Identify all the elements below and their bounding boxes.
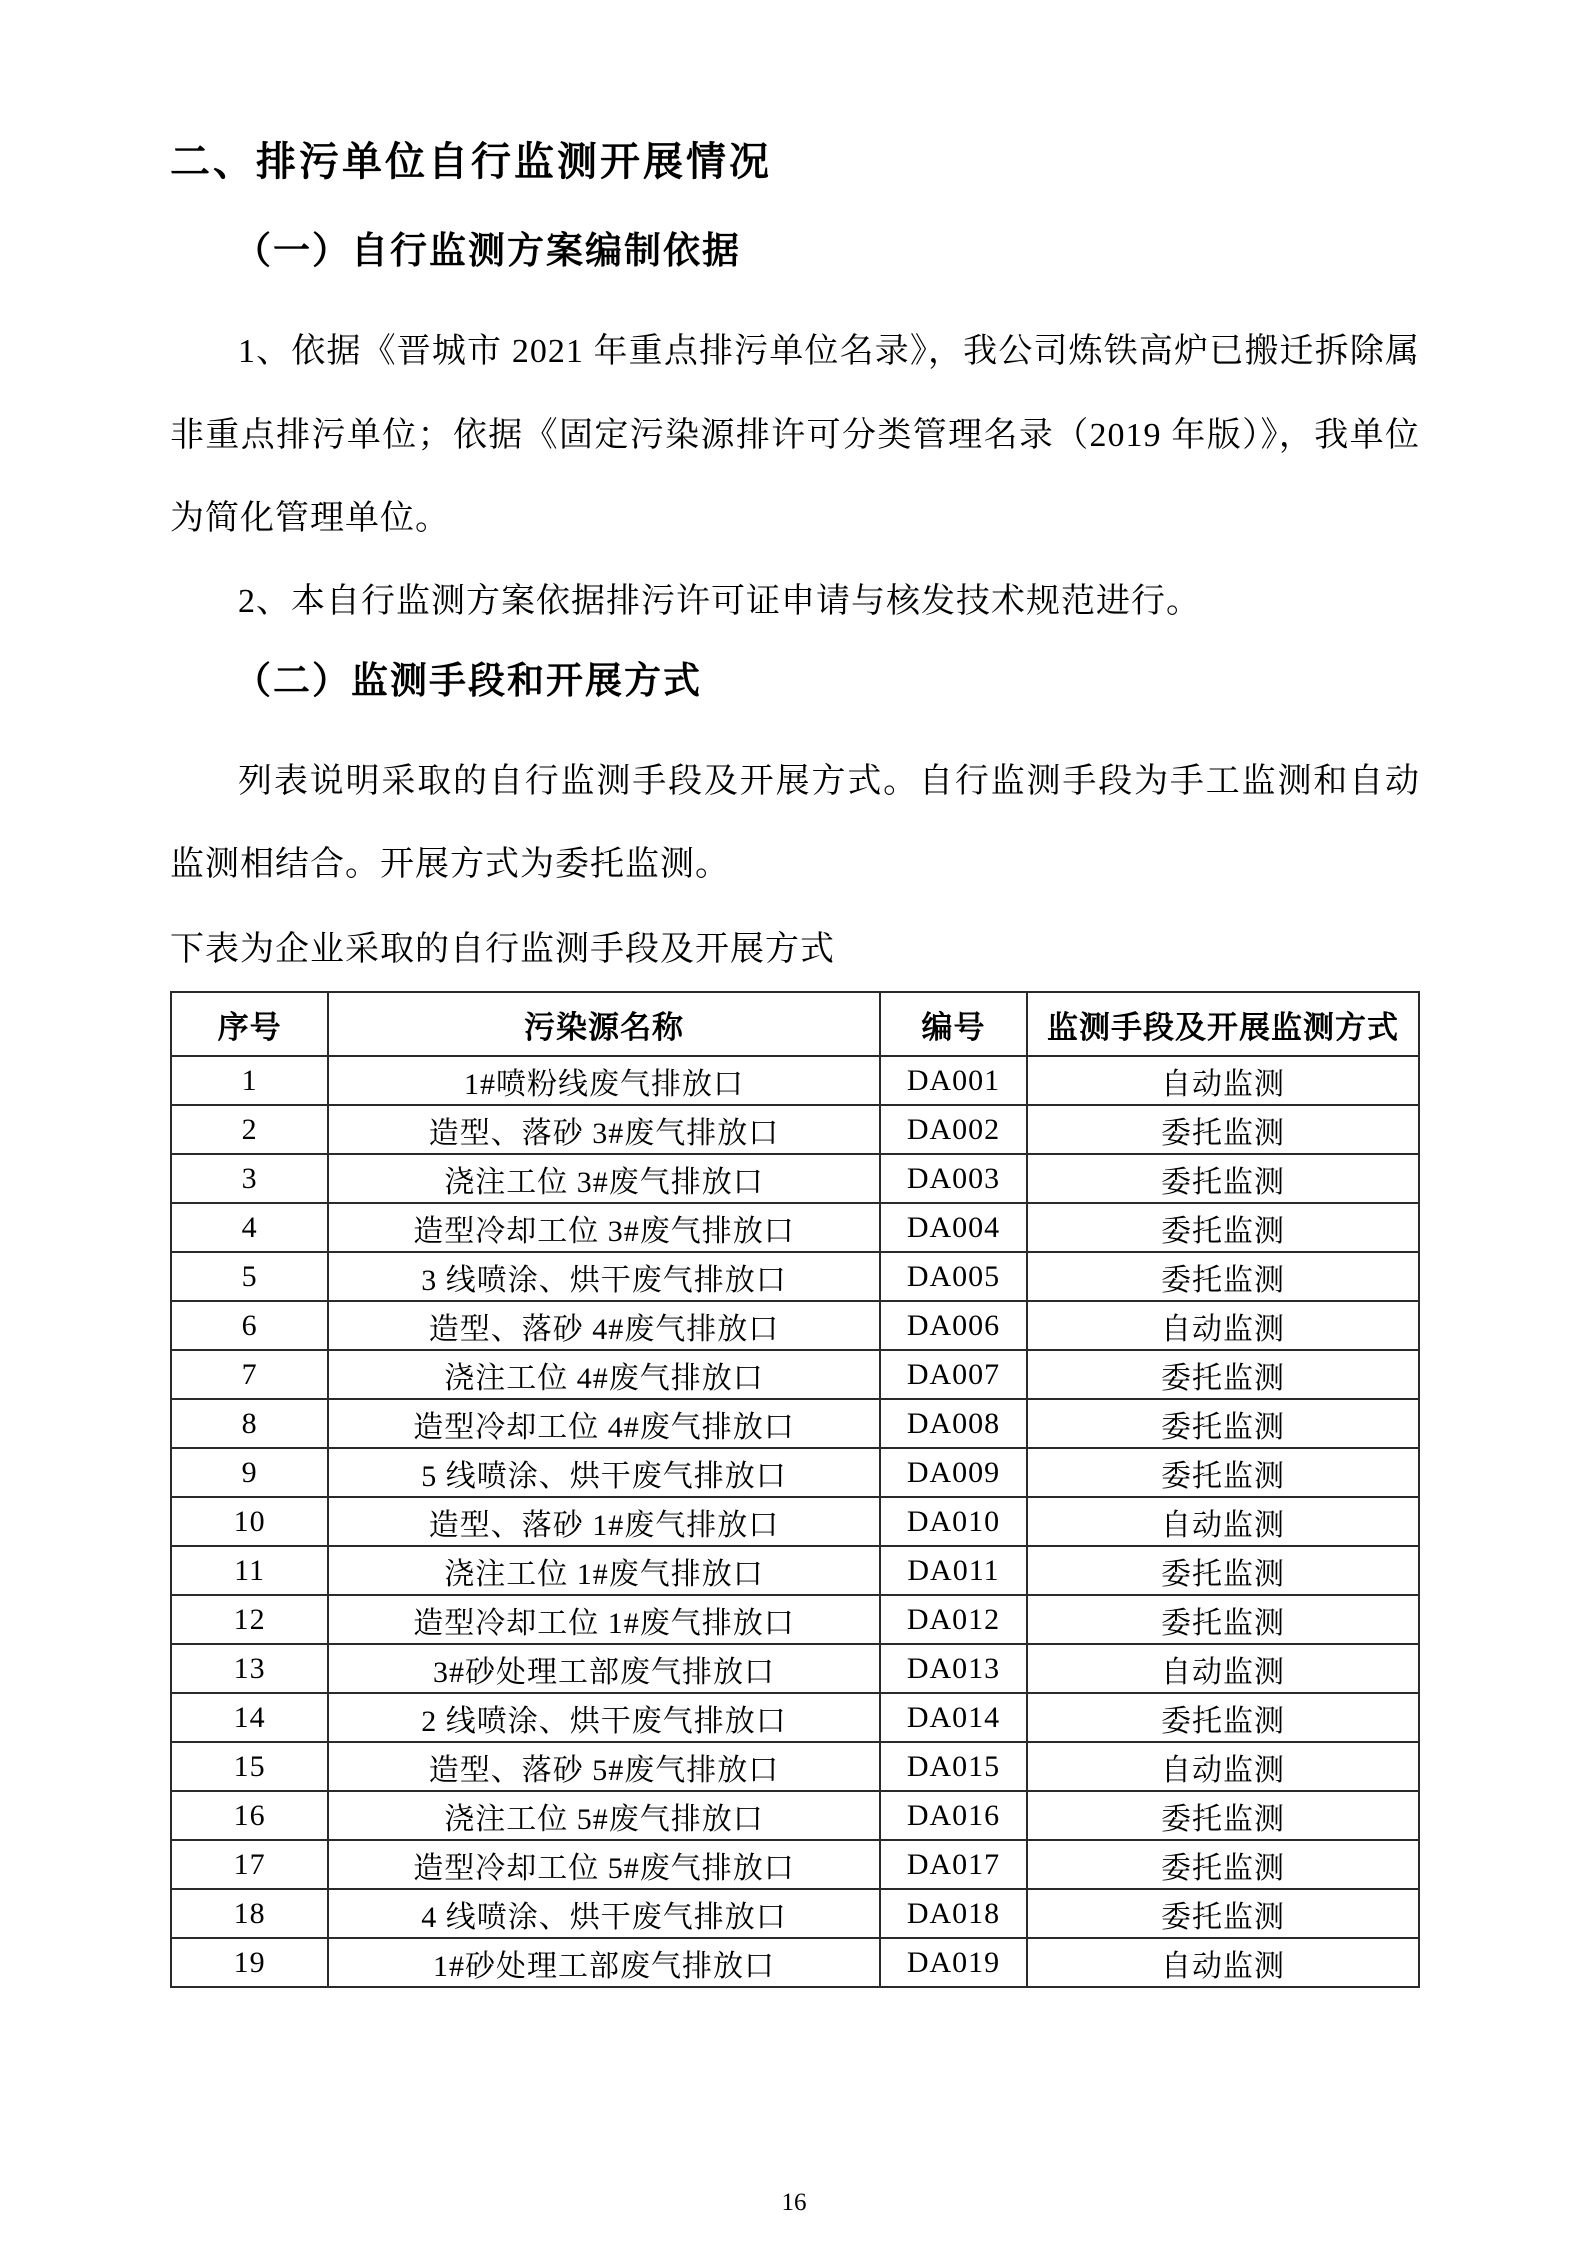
cell-monitoring-method: 自动监测 — [1027, 1742, 1419, 1791]
monitoring-table — [170, 991, 1420, 1988]
cell-monitoring-method: 委托监测 — [1027, 1693, 1419, 1742]
table-row — [171, 1399, 1419, 1448]
cell-pollution-source-name: 造型冷却工位 5#废气排放口 — [328, 1840, 880, 1889]
cell-row-index: 12 — [171, 1595, 328, 1644]
cell-outlet-code: DA008 — [880, 1399, 1027, 1448]
cell-row-index: 13 — [171, 1644, 328, 1693]
cell-pollution-source-name: 1#喷粉线废气排放口 — [328, 1056, 880, 1105]
cell-outlet-code: DA001 — [880, 1056, 1027, 1105]
header-code: 编号 — [880, 992, 1027, 1056]
cell-monitoring-method: 自动监测 — [1027, 1644, 1419, 1693]
table-row — [171, 1105, 1419, 1154]
cell-pollution-source-name: 2 线喷涂、烘干废气排放口 — [328, 1693, 880, 1742]
cell-row-index: 4 — [171, 1203, 328, 1252]
cell-pollution-source-name: 造型冷却工位 3#废气排放口 — [328, 1203, 880, 1252]
cell-row-index: 15 — [171, 1742, 328, 1791]
cell-row-index: 5 — [171, 1252, 328, 1301]
cell-outlet-code: DA016 — [880, 1791, 1027, 1840]
table-row — [171, 1791, 1419, 1840]
cell-pollution-source-name: 3#砂处理工部废气排放口 — [328, 1644, 880, 1693]
cell-row-index: 8 — [171, 1399, 328, 1448]
cell-outlet-code: DA015 — [880, 1742, 1027, 1791]
cell-outlet-code: DA019 — [880, 1938, 1027, 1987]
cell-monitoring-method: 委托监测 — [1027, 1448, 1419, 1497]
cell-pollution-source-name: 造型冷却工位 1#废气排放口 — [328, 1595, 880, 1644]
cell-row-index: 2 — [171, 1105, 328, 1154]
subsection-2-title: （二）监测手段和开展方式 — [234, 660, 702, 702]
monitoring-table-body — [171, 1056, 1419, 1987]
cell-outlet-code: DA013 — [880, 1644, 1027, 1693]
cell-row-index: 18 — [171, 1889, 328, 1938]
table-row — [171, 1203, 1419, 1252]
table-row — [171, 1693, 1419, 1742]
paragraph-basis-1: 1、依据《晋城市 2021 年重点排污单位名录》，我公司炼铁高炉已搬迁拆除属非重点排污单位；依据《固定污染源排许可分类管理名录（2019 年版）》，我单位为简化管理单位。 — [170, 333, 1420, 537]
cell-row-index: 11 — [171, 1546, 328, 1595]
cell-monitoring-method: 委托监测 — [1027, 1399, 1419, 1448]
cell-monitoring-method: 委托监测 — [1027, 1350, 1419, 1399]
cell-pollution-source-name: 4 线喷涂、烘干废气排放口 — [328, 1889, 880, 1938]
cell-outlet-code: DA004 — [880, 1203, 1027, 1252]
table-row — [171, 1889, 1419, 1938]
cell-pollution-source-name: 造型、落砂 4#废气排放口 — [328, 1301, 880, 1350]
cell-outlet-code: DA005 — [880, 1252, 1027, 1301]
monitoring-table-header — [171, 992, 1419, 1056]
cell-outlet-code: DA003 — [880, 1154, 1027, 1203]
header-index: 序号 — [171, 992, 328, 1056]
cell-row-index: 9 — [171, 1448, 328, 1497]
cell-outlet-code: DA014 — [880, 1693, 1027, 1742]
header-row — [171, 992, 1419, 1056]
table-row — [171, 1056, 1419, 1105]
cell-monitoring-method: 自动监测 — [1027, 1497, 1419, 1546]
table-caption: 下表为企业采取的自行监测手段及开展方式 — [170, 930, 835, 968]
cell-monitoring-method: 委托监测 — [1027, 1840, 1419, 1889]
cell-pollution-source-name: 造型、落砂 3#废气排放口 — [328, 1105, 880, 1154]
cell-monitoring-method: 委托监测 — [1027, 1546, 1419, 1595]
header-source: 污染源名称 — [328, 992, 880, 1056]
cell-row-index: 19 — [171, 1938, 328, 1987]
cell-row-index: 10 — [171, 1497, 328, 1546]
table-row — [171, 1595, 1419, 1644]
cell-pollution-source-name: 浇注工位 4#废气排放口 — [328, 1350, 880, 1399]
cell-outlet-code: DA012 — [880, 1595, 1027, 1644]
cell-monitoring-method: 委托监测 — [1027, 1252, 1419, 1301]
table-row — [171, 1154, 1419, 1203]
cell-pollution-source-name: 浇注工位 5#废气排放口 — [328, 1791, 880, 1840]
section-title: 二、排污单位自行监测开展情况 — [170, 140, 772, 184]
cell-row-index: 17 — [171, 1840, 328, 1889]
cell-row-index: 3 — [171, 1154, 328, 1203]
cell-row-index: 14 — [171, 1693, 328, 1742]
subsection-1-title: （一）自行监测方案编制依据 — [234, 231, 741, 272]
cell-monitoring-method: 委托监测 — [1027, 1791, 1419, 1840]
table-row — [171, 1350, 1419, 1399]
paragraph-methods: 列表说明采取的自行监测手段及开展方式。自行监测手段为手工监测和自动监测相结合。开展方式为委托监测。 — [170, 762, 1420, 884]
cell-monitoring-method: 委托监测 — [1027, 1203, 1419, 1252]
cell-pollution-source-name: 浇注工位 3#废气排放口 — [328, 1154, 880, 1203]
cell-pollution-source-name: 1#砂处理工部废气排放口 — [328, 1938, 880, 1987]
cell-pollution-source-name: 浇注工位 1#废气排放口 — [328, 1546, 880, 1595]
cell-row-index: 16 — [171, 1791, 328, 1840]
cell-monitoring-method: 自动监测 — [1027, 1301, 1419, 1350]
cell-monitoring-method: 自动监测 — [1027, 1056, 1419, 1105]
cell-outlet-code: DA018 — [880, 1889, 1027, 1938]
table-row — [171, 1252, 1419, 1301]
table-row — [171, 1301, 1419, 1350]
cell-outlet-code: DA009 — [880, 1448, 1027, 1497]
table-row — [171, 1742, 1419, 1791]
cell-monitoring-method: 委托监测 — [1027, 1595, 1419, 1644]
table-row — [171, 1644, 1419, 1693]
cell-outlet-code: DA011 — [880, 1546, 1027, 1595]
paragraph-basis-2: 2、本自行监测方案依据排污许可证申请与核发技术规范进行。 — [238, 583, 1201, 621]
cell-pollution-source-name: 5 线喷涂、烘干废气排放口 — [328, 1448, 880, 1497]
cell-pollution-source-name: 造型、落砂 5#废气排放口 — [328, 1742, 880, 1791]
table-row — [171, 1497, 1419, 1546]
cell-row-index: 7 — [171, 1350, 328, 1399]
table-row — [171, 1546, 1419, 1595]
cell-pollution-source-name: 3 线喷涂、烘干废气排放口 — [328, 1252, 880, 1301]
cell-outlet-code: DA010 — [880, 1497, 1027, 1546]
cell-monitoring-method: 委托监测 — [1027, 1889, 1419, 1938]
cell-monitoring-method: 委托监测 — [1027, 1154, 1419, 1203]
table-row — [171, 1448, 1419, 1497]
page-number: 16 — [781, 2189, 807, 2216]
cell-monitoring-method: 自动监测 — [1027, 1938, 1419, 1987]
header-method: 监测手段及开展监测方式 — [1027, 992, 1419, 1056]
cell-row-index: 6 — [171, 1301, 328, 1350]
cell-pollution-source-name: 造型、落砂 1#废气排放口 — [328, 1497, 880, 1546]
cell-outlet-code: DA017 — [880, 1840, 1027, 1889]
table-row — [171, 1840, 1419, 1889]
cell-pollution-source-name: 造型冷却工位 4#废气排放口 — [328, 1399, 880, 1448]
cell-row-index: 1 — [171, 1056, 328, 1105]
cell-monitoring-method: 委托监测 — [1027, 1105, 1419, 1154]
cell-outlet-code: DA007 — [880, 1350, 1027, 1399]
cell-outlet-code: DA002 — [880, 1105, 1027, 1154]
table-row — [171, 1938, 1419, 1987]
cell-outlet-code: DA006 — [880, 1301, 1027, 1350]
